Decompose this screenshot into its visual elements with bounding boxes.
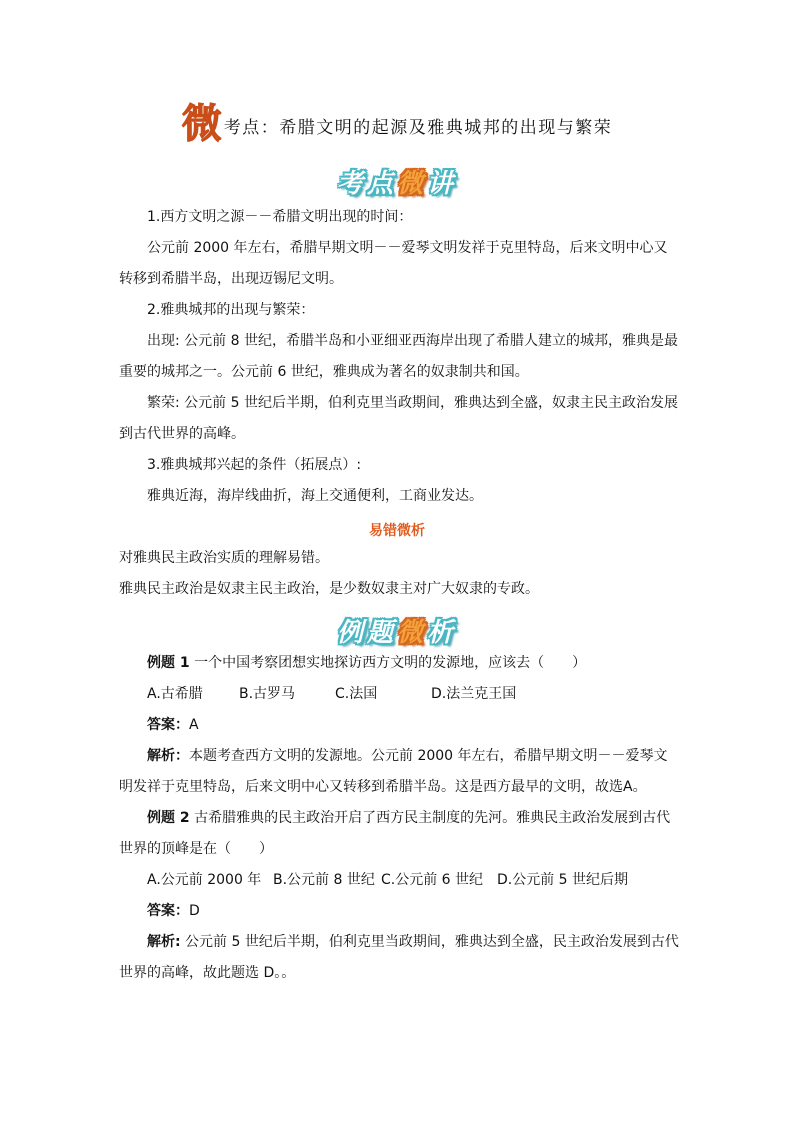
page-title [0,100,794,147]
banner2-text-after: 析 [427,618,458,648]
banner-liti-weixi [0,612,794,649]
section3-heading: 3.雅典城邦兴起的条件（拓展点）: [147,457,362,473]
example2-question-text: 古希腊雅典的民主政治开启了西方民主制度的先河。雅典民主政治发展到古代世界的顶峰是在（ ） [119,810,671,857]
example2-analysis-text: 公元前 5 世纪后半期，伯利克里当政期间，雅典达到全盛，民主政治发展到古代世界的高峰，故此题选 D。。 [119,934,679,981]
example1-option-d: D.法兰克王国 [431,686,517,702]
example2-option-d: D.公元前 5 世纪后期 [497,872,629,888]
banner-text-before: 考点 [336,169,397,199]
banner-text-highlight: 微 [396,169,427,199]
example1-option-c: C.法国 [335,686,378,702]
banner-text-after: 讲 [427,169,458,199]
example1-analysis-text: 本题考查西方文明的发源地。公元前 2000 年左右，希腊早期文明－－爱琴文明发祥于克里特岛，后来文明中心又转移到希腊半岛。这是西方最早的文明，故选A。 [119,748,668,795]
example2-answer-label: 答案： [147,903,189,919]
section2-appear: 出现: 公元前 8 世纪，希腊半岛和小亚细亚西海岸出现了希腊人建立的城邦，雅典是最重要的城邦之一。公元前 6 世纪，雅典成为著名的奴隶制共和国。 [119,333,678,380]
section1-heading: 1.西方文明之源－－希腊文明出现的时间： [147,209,413,225]
example2-option-b: B.公元前 8 世纪 [273,872,375,888]
example2-answer [119,896,679,927]
example1-answer [119,710,679,741]
example1-options [147,679,707,710]
section2-heading: 2.雅典城邦的出现与繁荣： [147,302,315,318]
wei-mark: 微 [181,100,222,147]
mistakes-line1: 对雅典民主政治实质的理解易错。 [119,550,329,566]
mistakes-line2: 雅典民主政治是奴隶主民主政治，是少数奴隶主对广大奴隶的专政。 [119,581,539,597]
example2-option-a: A.公元前 2000 年 [147,872,262,888]
banner2-text-highlight: 微 [396,618,427,648]
example2-options [147,865,707,896]
example2-label: 例题 2 [147,810,190,826]
banner-kaodian-weijiang [0,163,794,200]
example1-answer-value: A [189,717,199,733]
example1-question [119,648,679,679]
section3-body: 雅典近海，海岸线曲折，海上交通便利，工商业发达。 [147,488,483,504]
title-text: 考点：希腊文明的起源及雅典城邦的出现与繁荣 [223,118,613,138]
example1-analysis [119,741,679,803]
section1-body: 公元前 2000 年左右，希腊早期文明－－爱琴文明发祥于克里特岛，后来文明中心又转移到希腊半岛，出现迈锡尼文明。 [119,240,668,287]
example1-label: 例题 1 [147,655,190,671]
example2-question [119,803,679,865]
example1-option-a: A.古希腊 [147,686,203,702]
example1-option-b: B.古罗马 [239,686,296,702]
example2-analysis-label: 解析: [147,934,181,950]
example1-answer-label: 答案： [147,717,189,733]
example1-analysis-label: 解析： [147,748,189,764]
banner2-text-before: 例题 [336,618,397,648]
example1-question-text: 一个中国考察团想实地探访西方文明的发源地，应该去（ ） [189,655,587,671]
mistakes-heading: 易错微析 [369,523,425,539]
section2-prosper: 繁荣: 公元前 5 世纪后半期，伯利克里当政期间，雅典达到全盛，奴隶主民主政治发展到古代世界的高峰。 [119,395,678,442]
example2-answer-value: D [189,903,200,919]
example2-option-c: C.公元前 6 世纪 [381,872,484,888]
example2-analysis [119,927,679,989]
